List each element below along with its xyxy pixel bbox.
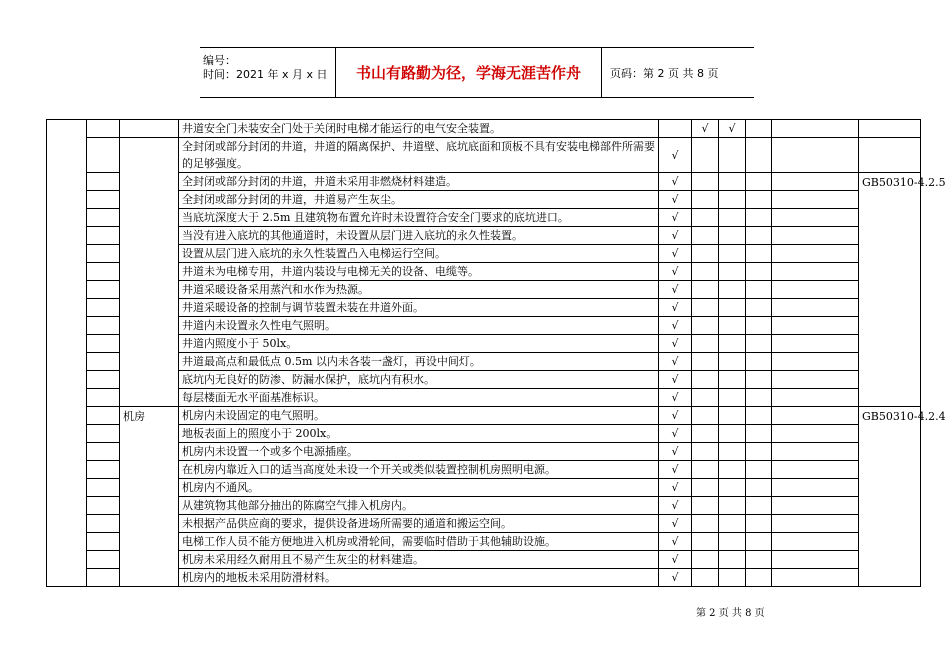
check-cell: [746, 515, 772, 533]
table-row: [47, 461, 921, 479]
check-cell: [772, 425, 859, 443]
table-row: [47, 281, 921, 299]
check-cell: [772, 461, 859, 479]
check-cell: √: [659, 317, 692, 335]
check-cell: [719, 479, 746, 497]
sub-index-cell: [87, 479, 120, 497]
sub-index-cell: [87, 389, 120, 407]
header-meta-cell: [200, 48, 336, 97]
check-cell: [746, 461, 772, 479]
check-cell: [772, 515, 859, 533]
check-cell: [746, 173, 772, 191]
table-row: [47, 371, 921, 389]
requirement-text: 井道最高点和最低点 0.5m 以内未各装一盏灯，再设中间灯。: [179, 353, 659, 371]
check-cell: [692, 335, 719, 353]
check-cell: [692, 533, 719, 551]
table-row: [47, 533, 921, 551]
check-cell: [692, 353, 719, 371]
requirement-text: 全封闭或部分封闭的井道，井道未采用非燃烧材料建造。: [179, 173, 659, 191]
standard-ref-room: GB50310-4.2.4: [859, 407, 921, 587]
table-row: [47, 227, 921, 245]
sub-index-cell: [87, 227, 120, 245]
check-cell: [772, 407, 859, 425]
check-cell: √: [659, 515, 692, 533]
sub-index-cell: [87, 263, 120, 281]
check-cell: [692, 551, 719, 569]
standard-cell: [859, 138, 921, 173]
requirement-text: 机房内的地板未采用防滑材料。: [179, 569, 659, 587]
table-row: [47, 245, 921, 263]
motto-text: 书山有路勤为径，学海无涯苦作舟: [336, 48, 602, 97]
check-cell: [772, 497, 859, 515]
check-cell: [719, 173, 746, 191]
requirement-text: 井道内照度小于 50lx。: [179, 335, 659, 353]
sub-index-cell: [87, 245, 120, 263]
sub-index-cell: [87, 138, 120, 173]
check-cell: [746, 335, 772, 353]
check-cell: [719, 425, 746, 443]
check-cell: √: [659, 173, 692, 191]
area-cell: [120, 120, 179, 138]
check-cell: [719, 335, 746, 353]
table-row: [47, 497, 921, 515]
check-cell: √: [659, 191, 692, 209]
check-cell: [772, 533, 859, 551]
check-cell: [772, 353, 859, 371]
standard-cell: [859, 120, 921, 138]
check-cell: √: [659, 425, 692, 443]
check-cell: [719, 317, 746, 335]
sub-index-cell: [87, 209, 120, 227]
table-row: [47, 425, 921, 443]
check-cell: [746, 443, 772, 461]
table-row: [47, 443, 921, 461]
sub-index-cell: [87, 120, 120, 138]
table-row: [47, 299, 921, 317]
table-row: [47, 479, 921, 497]
requirement-text: 井道未为电梯专用，井道内装设与电梯无关的设备、电缆等。: [179, 263, 659, 281]
check-cell: √: [659, 443, 692, 461]
check-cell: [692, 263, 719, 281]
check-cell: [719, 209, 746, 227]
check-cell: [772, 479, 859, 497]
check-cell: [719, 227, 746, 245]
check-cell: [772, 281, 859, 299]
check-cell: [746, 425, 772, 443]
requirement-text: 井道内未设置永久性电气照明。: [179, 317, 659, 335]
table-row: [47, 335, 921, 353]
check-cell: [719, 138, 746, 173]
check-cell: [692, 461, 719, 479]
check-cell: √: [659, 263, 692, 281]
check-cell: [719, 263, 746, 281]
requirement-text: 全封闭或部分封闭的井道，井道的隔离保护、井道壁、底坑底面和顶板不具有安装电梯部件所需要的足够强度。: [179, 138, 659, 173]
check-cell: [692, 317, 719, 335]
check-cell: √: [719, 120, 746, 138]
check-cell: √: [659, 138, 692, 173]
check-cell: [659, 120, 692, 138]
table-row: [47, 173, 921, 191]
table-row: [47, 209, 921, 227]
requirement-text: 设置从层门进入底坑的永久性装置凸入电梯运行空间。: [179, 245, 659, 263]
check-cell: [746, 551, 772, 569]
requirement-text: 未根据产品供应商的要求，提供设备进场所需要的通道和搬运空间。: [179, 515, 659, 533]
check-cell: [772, 191, 859, 209]
check-cell: [692, 227, 719, 245]
check-cell: [719, 353, 746, 371]
requirement-text: 当没有进入底坑的其他通道时，未设置从层门进入底坑的永久性装置。: [179, 227, 659, 245]
requirement-text: 井道采暖设备的控制与调节装置未装在井道外面。: [179, 299, 659, 317]
requirement-text: 机房未采用经久耐用且不易产生灰尘的材料建造。: [179, 551, 659, 569]
check-cell: [772, 389, 859, 407]
sub-index-cell: [87, 533, 120, 551]
check-cell: √: [659, 209, 692, 227]
requirement-text: 机房内不通风。: [179, 479, 659, 497]
sub-index-cell: [87, 569, 120, 587]
table-row: [47, 515, 921, 533]
check-cell: [719, 533, 746, 551]
sub-index-cell: [87, 497, 120, 515]
check-cell: [719, 281, 746, 299]
check-cell: [692, 209, 719, 227]
check-cell: [746, 569, 772, 587]
table-row: [47, 191, 921, 209]
check-cell: [746, 317, 772, 335]
sub-index-cell: [87, 515, 120, 533]
check-cell: [772, 209, 859, 227]
sub-index-cell: [87, 443, 120, 461]
check-cell: √: [659, 479, 692, 497]
check-cell: [772, 299, 859, 317]
area-cell: [120, 138, 179, 407]
check-cell: [719, 299, 746, 317]
requirement-text: 底坑内无良好的防渗、防漏水保护，底坑内有积水。: [179, 371, 659, 389]
check-cell: [692, 191, 719, 209]
check-cell: [746, 209, 772, 227]
check-cell: [746, 263, 772, 281]
check-cell: [746, 299, 772, 317]
requirement-text: 机房内未设置一个或多个电源插座。: [179, 443, 659, 461]
table-row: [47, 317, 921, 335]
check-cell: [719, 191, 746, 209]
requirement-text: 当底坑深度大于 2.5m 且建筑物布置允许时未设置符合安全门要求的底坑进口。: [179, 209, 659, 227]
check-cell: √: [692, 120, 719, 138]
sub-index-cell: [87, 425, 120, 443]
check-cell: [692, 245, 719, 263]
check-cell: [746, 245, 772, 263]
check-cell: [772, 173, 859, 191]
check-cell: [692, 299, 719, 317]
table-row: [47, 551, 921, 569]
check-cell: √: [659, 461, 692, 479]
requirement-text: 机房内未设固定的电气照明。: [179, 407, 659, 425]
requirement-text: 每层楼面无水平面基准标识。: [179, 389, 659, 407]
table-row: [47, 120, 921, 138]
sub-index-cell: [87, 191, 120, 209]
requirement-text: 从建筑物其他部分抽出的陈腐空气排入机房内。: [179, 497, 659, 515]
table-row: [47, 138, 921, 173]
check-cell: [772, 443, 859, 461]
check-cell: √: [659, 335, 692, 353]
table-row: [47, 569, 921, 587]
check-cell: √: [659, 569, 692, 587]
check-cell: √: [659, 407, 692, 425]
check-cell: √: [659, 371, 692, 389]
check-cell: [719, 461, 746, 479]
check-cell: [772, 138, 859, 173]
sub-index-cell: [87, 173, 120, 191]
check-cell: √: [659, 245, 692, 263]
check-cell: [692, 443, 719, 461]
check-cell: √: [659, 227, 692, 245]
table-row: [47, 263, 921, 281]
check-cell: [719, 569, 746, 587]
table-row: [47, 389, 921, 407]
page-footer: 第 2 页 共 8 页: [696, 608, 765, 619]
check-cell: [719, 371, 746, 389]
sub-index-cell: [87, 353, 120, 371]
requirement-text: 地板表面上的照度小于 200lx。: [179, 425, 659, 443]
table-body: [47, 120, 946, 587]
check-cell: [746, 353, 772, 371]
check-cell: [719, 407, 746, 425]
check-cell: [692, 515, 719, 533]
requirement-text: 在机房内靠近入口的适当高度处未设一个开关或类似装置控制机房照明电源。: [179, 461, 659, 479]
check-cell: [772, 245, 859, 263]
check-cell: [772, 120, 859, 138]
check-cell: √: [659, 389, 692, 407]
check-cell: [746, 497, 772, 515]
check-cell: [692, 281, 719, 299]
area-cell-jifang: 机房: [120, 407, 179, 587]
check-cell: [692, 425, 719, 443]
page-header: [200, 47, 754, 98]
sub-index-cell: [87, 281, 120, 299]
check-cell: [772, 263, 859, 281]
check-cell: [692, 497, 719, 515]
sub-index-cell: [87, 551, 120, 569]
check-cell: [692, 479, 719, 497]
check-cell: √: [659, 551, 692, 569]
check-cell: [692, 173, 719, 191]
check-cell: [719, 443, 746, 461]
page-number-label: 页码：第 2 页 共 8 页: [610, 66, 719, 80]
check-cell: [746, 407, 772, 425]
check-cell: [692, 138, 719, 173]
requirement-text: 井道采暖设备采用蒸汽和水作为热源。: [179, 281, 659, 299]
check-cell: √: [659, 353, 692, 371]
sub-index-cell: [87, 407, 120, 425]
check-cell: [719, 245, 746, 263]
check-cell: [772, 227, 859, 245]
time-label: 时间：2021 年 x 月 x 日: [203, 68, 328, 81]
table-row: [47, 353, 921, 371]
requirement-text: 全封闭或部分封闭的井道，井道易产生灰尘。: [179, 191, 659, 209]
check-cell: [719, 497, 746, 515]
check-cell: [692, 569, 719, 587]
check-cell: [746, 371, 772, 389]
check-cell: [746, 281, 772, 299]
table-row: [47, 407, 921, 425]
check-cell: [746, 389, 772, 407]
check-cell: [772, 317, 859, 335]
inspection-table: [46, 119, 946, 587]
check-cell: [746, 120, 772, 138]
check-cell: [772, 371, 859, 389]
check-cell: [772, 335, 859, 353]
check-cell: [719, 515, 746, 533]
check-cell: [719, 389, 746, 407]
requirement-text: 井道安全门未装安全门处于关闭时电梯才能运行的电气安全装置。: [179, 120, 659, 138]
check-cell: √: [659, 299, 692, 317]
check-cell: [692, 371, 719, 389]
check-cell: [746, 138, 772, 173]
check-cell: [692, 407, 719, 425]
check-cell: [746, 191, 772, 209]
check-cell: [746, 479, 772, 497]
check-cell: [772, 569, 859, 587]
number-label: 编号：: [203, 54, 236, 67]
check-cell: [772, 551, 859, 569]
sub-index-cell: [87, 461, 120, 479]
category-cell: [47, 120, 87, 587]
check-cell: [746, 227, 772, 245]
sub-index-cell: [87, 317, 120, 335]
check-cell: [719, 551, 746, 569]
check-cell: [692, 389, 719, 407]
sub-index-cell: [87, 299, 120, 317]
standard-ref-shaft: GB50310-4.2.5: [859, 173, 921, 407]
check-cell: √: [659, 533, 692, 551]
requirement-text: 电梯工作人员不能方便地进入机房或滑轮间，需要临时借助于其他辅助设施。: [179, 533, 659, 551]
sub-index-cell: [87, 371, 120, 389]
check-cell: [746, 533, 772, 551]
sub-index-cell: [87, 335, 120, 353]
check-cell: √: [659, 281, 692, 299]
check-cell: √: [659, 497, 692, 515]
